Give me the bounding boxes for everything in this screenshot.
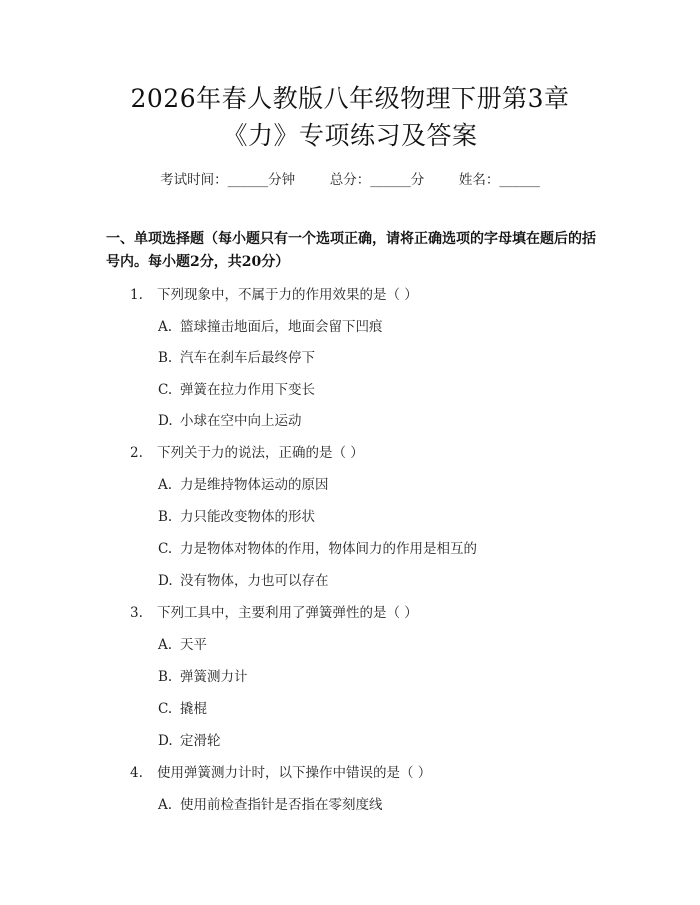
question-2-option-c xyxy=(158,537,477,557)
exam-time-field: 考试时间：______分钟 xyxy=(160,172,296,188)
student-name-field: 姓名：______ xyxy=(458,172,540,188)
question-2-option-d xyxy=(158,569,329,589)
option-text: 撬棍 xyxy=(180,701,207,717)
option-text: 天平 xyxy=(180,637,207,653)
option-text: 汽车在刹车后最终停下 xyxy=(180,350,315,366)
question-1-option-c xyxy=(158,378,315,398)
option-letter: A. xyxy=(158,797,173,813)
question-2-option-b xyxy=(158,505,315,525)
option-text: 弹簧测力计 xyxy=(180,669,248,685)
section-heading: 一、单项选择题（每小题只有一个选项正确，请将正确选项的字母填在题后的括号内。每小题2分，共20分） xyxy=(106,231,596,270)
option-letter: A. xyxy=(158,319,173,335)
question-4-option-a xyxy=(158,793,383,813)
question-1-option-a xyxy=(158,315,383,335)
document-title-line-2: 《力》专项练习及答案 xyxy=(222,121,478,150)
question-number: 2. xyxy=(130,445,143,461)
option-letter: C. xyxy=(158,701,173,717)
option-text: 篮球撞击地面后，地面会留下凹痕 xyxy=(180,319,383,335)
question-3 xyxy=(130,601,418,621)
option-text: 力只能改变物体的形状 xyxy=(180,509,315,525)
question-stem: 使用弹簧测力计时，以下操作中错误的是（ ） xyxy=(157,765,432,781)
option-letter: B. xyxy=(158,350,173,366)
option-letter: C. xyxy=(158,382,173,398)
option-letter: A. xyxy=(158,637,173,653)
option-letter: B. xyxy=(158,509,173,525)
total-score-field: 总分：______分 xyxy=(329,172,425,188)
document-title-line-1: 2026年春人教版八年级物理下册第3章 xyxy=(130,84,570,113)
option-text: 弹簧在拉力作用下变长 xyxy=(180,382,315,398)
option-letter: D. xyxy=(158,413,173,429)
option-text: 没有物体，力也可以存在 xyxy=(180,573,329,589)
question-3-option-b xyxy=(158,665,248,685)
option-text: 使用前检查指针是否指在零刻度线 xyxy=(180,797,383,813)
option-text: 力是维持物体运动的原因 xyxy=(180,477,329,493)
option-letter: D. xyxy=(158,733,173,749)
question-number: 3. xyxy=(130,605,143,621)
question-number: 4. xyxy=(130,765,143,781)
option-letter: C. xyxy=(158,541,173,557)
question-number: 1. xyxy=(130,287,143,303)
option-text: 定滑轮 xyxy=(180,733,221,749)
option-text: 力是物体对物体的作用，物体间力的作用是相互的 xyxy=(180,541,477,557)
question-3-option-d xyxy=(158,729,221,749)
exam-meta-line xyxy=(0,168,700,188)
question-stem: 下列关于力的说法，正确的是（ ） xyxy=(157,445,364,461)
option-letter: A. xyxy=(158,477,173,493)
question-3-option-a xyxy=(158,633,207,653)
question-2 xyxy=(130,441,364,461)
question-stem: 下列工具中，主要利用了弹簧弹性的是（ ） xyxy=(157,605,418,621)
question-4 xyxy=(130,761,431,781)
question-stem: 下列现象中，不属于力的作用效果的是（ ） xyxy=(157,287,418,303)
question-2-option-a xyxy=(158,473,329,493)
question-1-option-b xyxy=(158,346,315,366)
option-letter: D. xyxy=(158,573,173,589)
option-letter: B. xyxy=(158,669,173,685)
question-1 xyxy=(130,283,418,303)
option-text: 小球在空中向上运动 xyxy=(180,413,302,429)
question-1-option-d xyxy=(158,409,302,429)
question-3-option-c xyxy=(158,697,207,717)
